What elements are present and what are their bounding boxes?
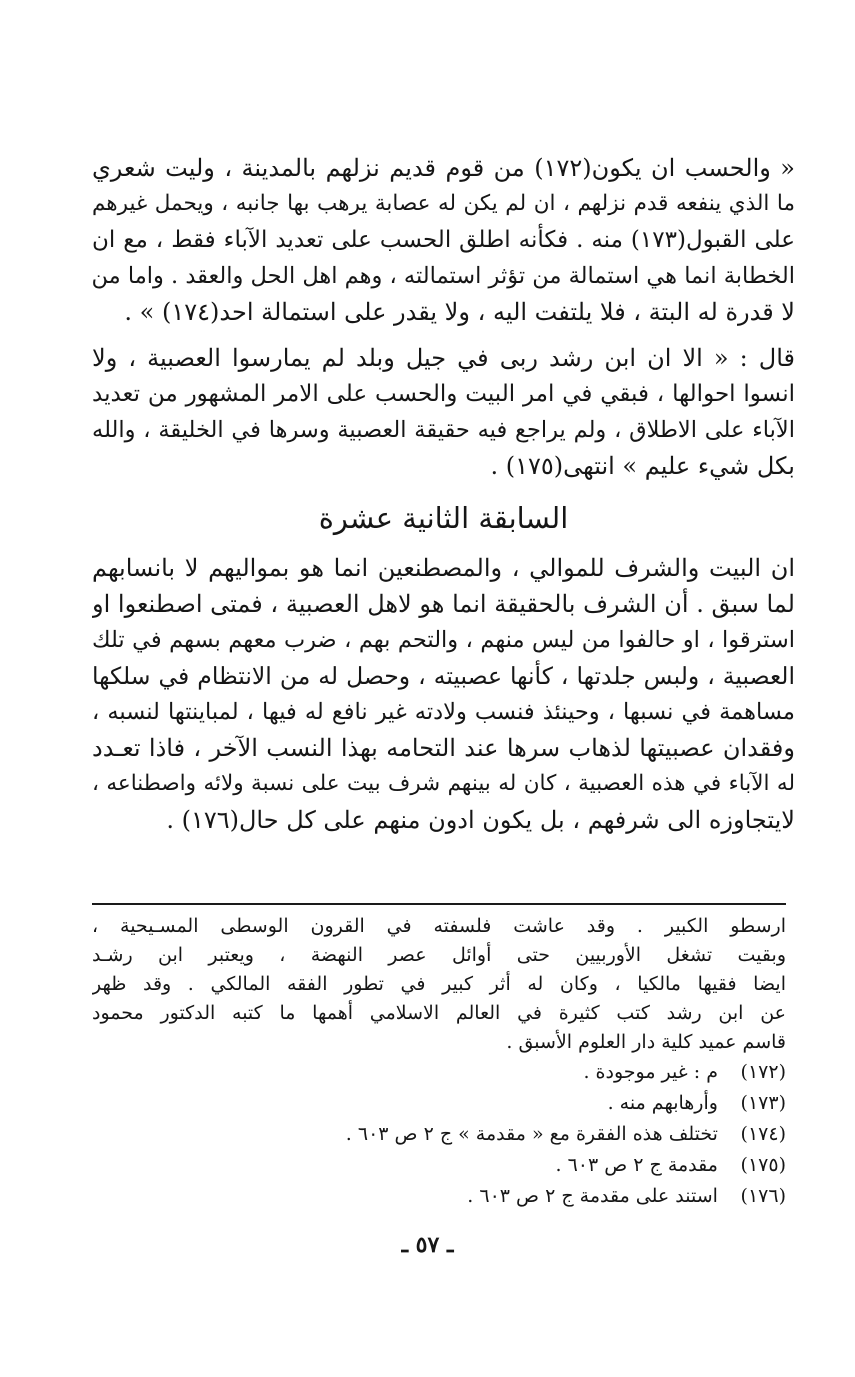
footnote-175 [92,1150,786,1181]
text-line: على القبول(١٧٣) منه . فكأنه اطلق الحسب على تعديد الآباء فقط ، مع ان [92,227,795,253]
footnote-text: مقدمة ج ٢ ص ٦٠٣ . [555,1154,718,1176]
page-number: ـ ٥٧ ـ [401,1232,454,1258]
footnote-text: وأرهابهم منه . [607,1092,718,1114]
footnote-number: (١٧٥) [740,1154,786,1176]
text-line: الخطابة انما هي استمالة من تؤثر استمالته ، وهم اهل الحل والعقد . واما من [92,263,795,289]
text-line: بكل شيء عليم » انتهى(١٧٥) . [490,452,795,480]
text-line: مساهمة في نسبها ، وحينئذ فنسب ولادته غير نافع له فيها ، لمباينتها لنسبه ، [92,699,795,725]
footnote-separator [92,903,786,905]
note-line: وبقيت تشغل الأوربيين حتى أوائل عصر النهضة ، ويعتبر ابن رشـد [92,944,786,966]
footnote-text: استند على مقدمة ج ٢ ص ٦٠٣ . [467,1185,718,1207]
text-line: لايتجاوزه الى شرفهم ، بل يكون ادون منهم على كل حال(١٧٦) . [166,806,795,834]
footnote-text: م : غير موجودة . [583,1061,718,1083]
note-line: قاسم عميد كلية دار العلوم الأسبق . [506,1031,786,1053]
footnote-number: (١٧٤) [740,1123,786,1145]
section-title: السابقة الثانية عشرة [318,501,569,535]
text-line: قال : « الا ان ابن رشد ربى في جيل وبلد لم يمارسوا العصبية ، ولا [92,344,795,372]
paragraph-quote-hasab [92,150,795,330]
text-line: له الآباء في هذه العصبية ، كان له بينهم شرف بيت على نسبة ولائه واصطناعه ، [92,771,795,796]
footnote-text: تختلف هذه الفقرة مع « مقدمة » ج ٢ ص ٦٠٣ . [345,1123,718,1145]
note-line: ايضا فقيها مالكيا ، وكان له أثر كبير في تطور الفقه المالكي . وقد ظهر [92,973,786,995]
main-text [92,150,795,838]
text-line: الآباء على الاطلاق ، ولم يراجع فيه حقيقة العصبية وسرها في الخليقة ، والله [92,417,795,443]
footnote-number: (١٧٦) [740,1185,786,1207]
footnotes-area [92,912,786,1212]
text-line: « والحسب ان يكون(١٧٢) من قوم قديم نزلهم بالمدينة ، وليت شعري [92,154,795,182]
text-line: لا قدرة له البتة ، فلا يلتفت اليه ، ولا يقدر على استمالة احد(١٧٤) » . [124,298,795,326]
note-line: عن ابن رشد كتب كثيرة في العالم الاسلامي أهمها ما كتبه الدكتور محمود [92,1002,786,1024]
footnote-number: (١٧٢) [740,1061,786,1083]
footnote-number: (١٧٣) [740,1092,786,1114]
footnote-list [92,1057,786,1212]
note-line: ارسطو الكبير . وقد عاشت فلسفته في القرون الوسطى المسـيحية ، [92,915,786,937]
text-line: ان البيت والشرف للموالي ، والمصطنعين انما هو بمواليهم لا بانسابهم [92,554,795,582]
footnote-172 [92,1057,786,1088]
footnote-176 [92,1181,786,1212]
text-line: وفقدان عصبيتها لذهاب سرها عند التحامه بهذا النسب الآخر ، فاذا تعـدد [92,734,795,762]
paragraph-mawali [92,550,795,838]
footnote-174 [92,1119,786,1150]
paragraph-ibn-rushd [92,340,795,484]
text-line: انسوا احوالها ، فبقي في امر البيت والحسب على الامر المشهور من تعديد [92,381,795,407]
text-line: استرقوا ، او حالفوا من ليس منهم ، والتحم بهم ، ضرب معهم بسهم في تلك [92,627,795,653]
text-line: لما سبق . أن الشرف بالحقيقة انما هو لاهل العصبية ، فمتى اصطنعوا او [92,590,795,618]
text-line: ما الذي ينفعه قدم نزلهم ، ان لم يكن له عصابة يرهب بها جانبه ، ويحمل غيرهم [92,191,795,216]
note-continuation [92,912,786,1057]
footnote-173 [92,1088,786,1119]
paragraph-gap [92,330,795,340]
text-line: العصبية ، ولبس جلدتها ، كأنها عصبيته ، وحصل له من الانتظام في سلكها [92,662,795,690]
